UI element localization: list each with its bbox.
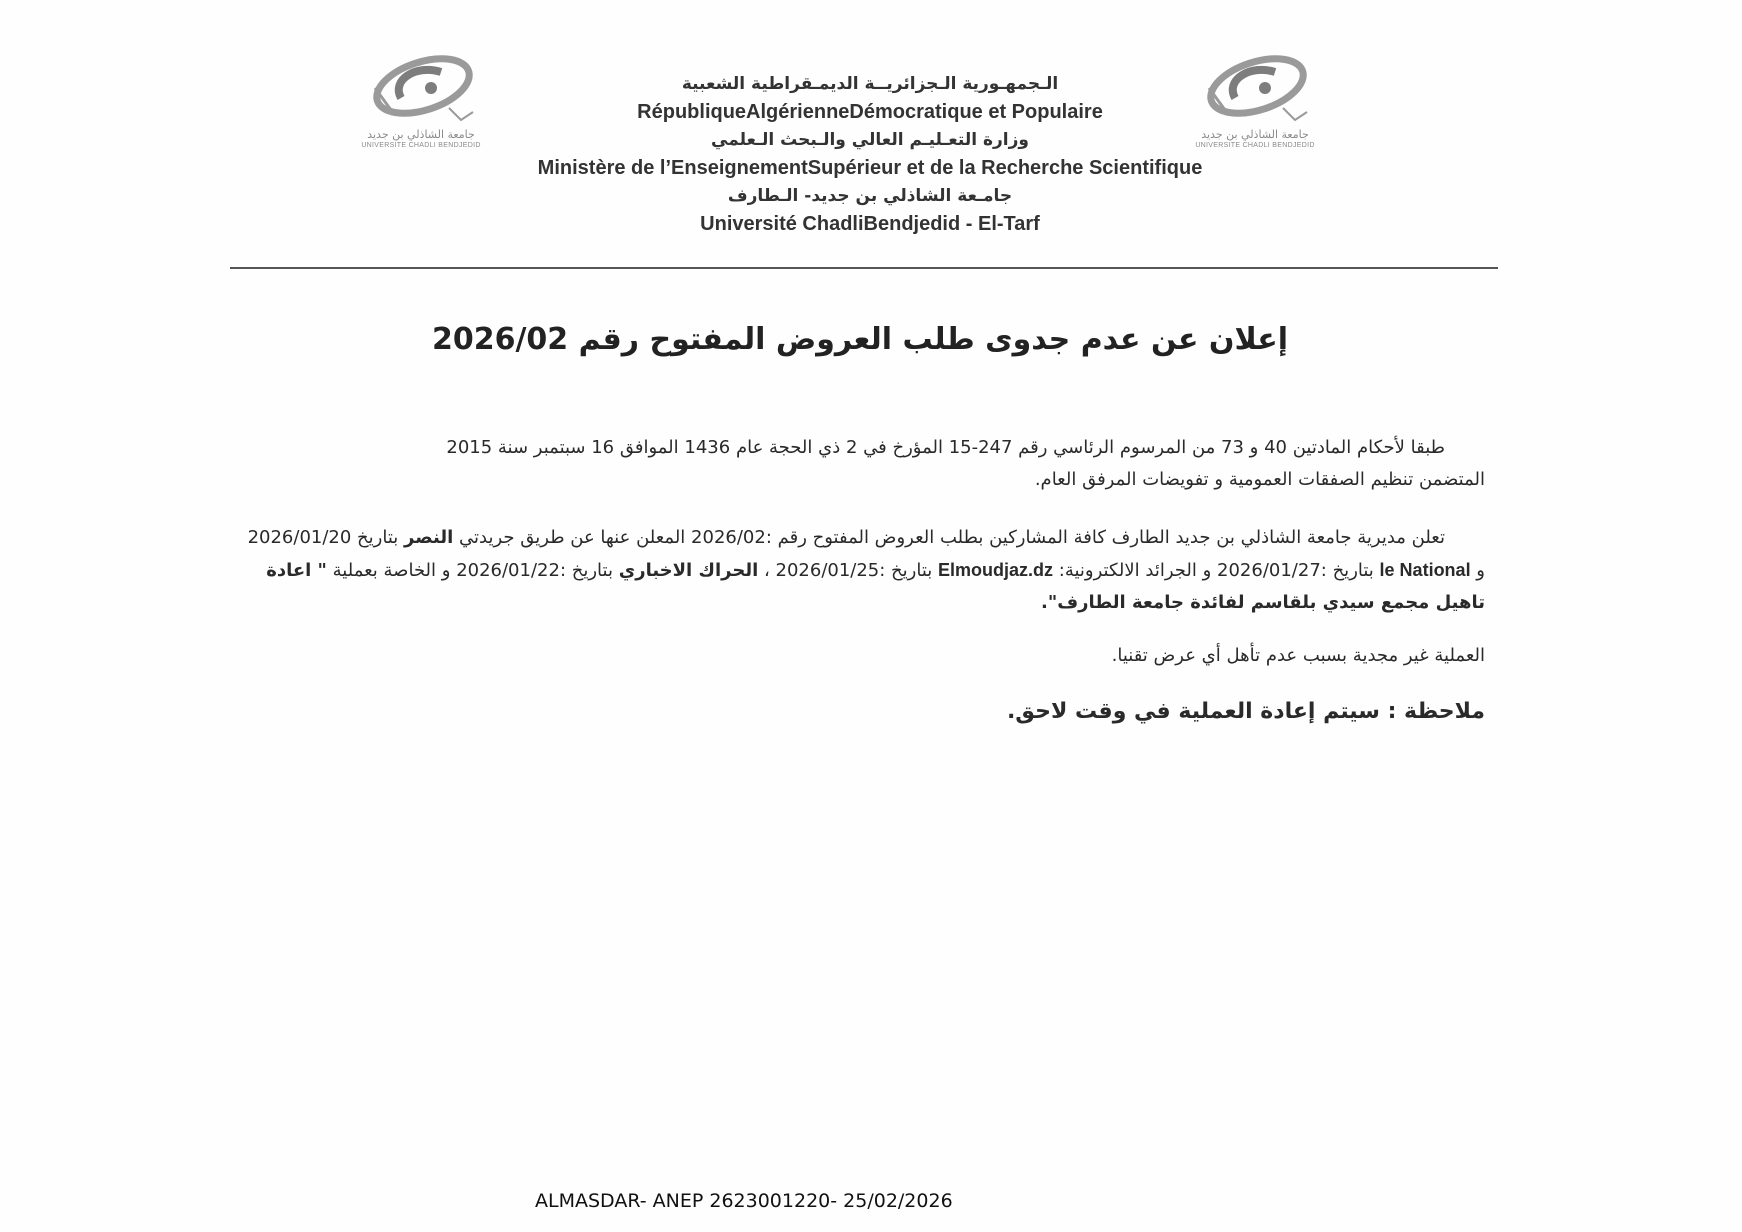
legal-basis-paragraph [240, 432, 1485, 496]
logo-latin-name: UNIVERSITE CHADLI BENDJEDID [361, 142, 481, 149]
university-french: Université ChadliBendjedid - El-Tarf [700, 213, 1040, 235]
announcement-intro: تعلن مديرية جامعة الشاذلي بن جديد الطارف كافة المشاركين بطلب العروض المفتوح رقم :2026/02 المعلن عنها عن طريق جريدتي [458, 527, 1445, 548]
letterhead [430, 70, 1310, 238]
logo-arabic-name: جامعة الشاذلي بن جديد [1201, 128, 1309, 141]
date-text-1: بتاريخ 2026/01/20 و [247, 527, 1485, 581]
operation-name: " اعادة تاهيل مجمع سيدي بلقاسم لفائدة جامعة الطارف". [266, 560, 1485, 613]
date-text-2: بتاريخ :2026/01/27 و الجرائد الالكترونية: [1053, 560, 1380, 581]
republic-arabic: الـجمهـورية الـجزائريــة الديمـقراطية الشعبية [681, 74, 1059, 94]
announcement-title: إعلان عن عدم جدوى طلب العروض المفتوح رقم 2026/02 [431, 322, 1289, 357]
result-paragraph: العملية غير مجدية بسبب عدم تأهل أي عرض تقنيا. [1111, 645, 1485, 666]
note-paragraph: ملاحظة : سيتم إعادة العملية في وقت لاحق. [1006, 699, 1485, 724]
ministry-arabic: وزارة التعـليـم العالي والـبحث الـعلمي [711, 130, 1029, 150]
legal-basis-line-1: طبقا لأحكام المادتين 40 و 73 من المرسوم الرئاسي رقم 247-15 المؤرخ في 2 ذي الحجة عام 1436 الموافق 16 سبتمبر سنة 2015 [446, 437, 1445, 458]
logo-arabic-name: جامعة الشاذلي بن جديد [367, 128, 475, 141]
newspaper-elmoudjaz: Elmoudjaz.dz [938, 560, 1054, 580]
legal-basis-line-2: المتضمن تنظيم الصفقات العمومية و تفويضات المرفق العام. [1034, 469, 1485, 490]
republic-french: RépubliqueAlgérienneDémocratique et Populaire [637, 101, 1103, 123]
newspaper-el-hirak: الحراك الاخباري [618, 560, 759, 581]
date-text-4: بتاريخ :2026/01/22 و الخاصة بعملية [326, 560, 619, 581]
newspaper-le-national: le National [1379, 560, 1471, 580]
date-text-3: بتاريخ :2026/01/25 ، [758, 560, 939, 581]
publication-reference: ALMASDAR- ANEP 2623001220- 25/02/2026 [535, 1190, 953, 1212]
announcement-paragraph [240, 522, 1485, 619]
university-arabic: جامـعة الشاذلي بن جديد- الـطارف [727, 186, 1013, 206]
header-divider [230, 267, 1498, 269]
ministry-french: Ministère de l’EnseignementSupérieur et de la Recherche Scientifique [537, 157, 1203, 179]
newspaper-ennasr: النصر [404, 527, 454, 548]
logo-latin-name: UNIVERSITE CHADLI BENDJEDID [1195, 142, 1315, 149]
